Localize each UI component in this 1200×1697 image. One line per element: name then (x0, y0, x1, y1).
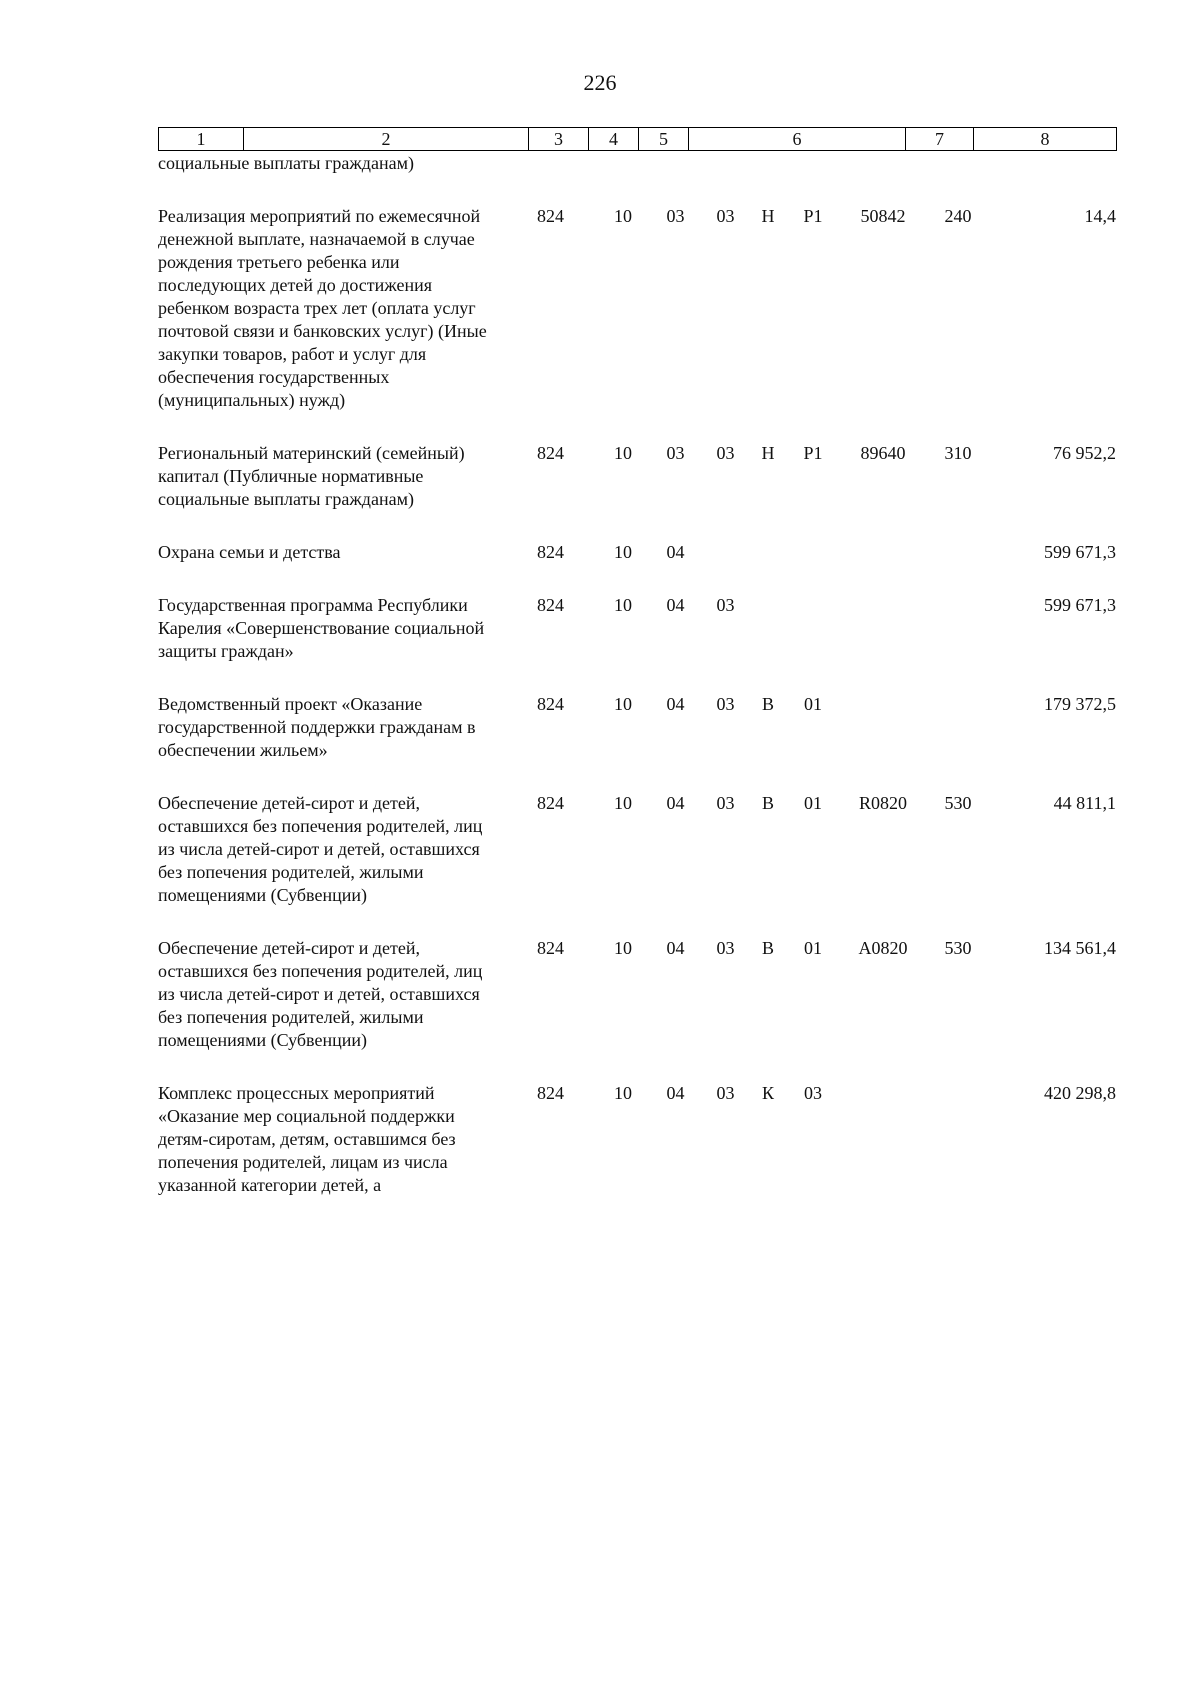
code-type: В (761, 793, 774, 813)
row-spacer (158, 511, 1116, 541)
item-name: Реализация мероприятий по ежемесячной денежной выплате, назначаемой в случае рождения третьего ребенка или последующих детей до достижения ребенком возраста трех лет (оплата услуг почтовой связи и банковских услуг) (Иные закупки товаров, работ и услуг для обеспечения государственных (муниципальных) нужд) (158, 206, 487, 410)
code-expense-type (928, 1082, 988, 1197)
code-subsection: 04 (666, 1083, 685, 1103)
code-subsection: 04 (666, 694, 685, 714)
column-number-3: 3 (529, 128, 589, 151)
amount: 44 811,1 (1053, 793, 1116, 813)
code-admin: 824 (537, 206, 564, 226)
row-spacer (158, 663, 1116, 693)
code-expense-type: 530 (944, 793, 972, 813)
table-row (158, 442, 1116, 511)
code-admin (503, 152, 598, 175)
item-name: Региональный материнский (семейный) капитал (Публичные нормативные социальные выплаты гражданам) (158, 443, 465, 509)
column-header-table (158, 127, 1117, 151)
column-number-7: 7 (906, 128, 974, 151)
code-expense-type (928, 594, 988, 663)
code-subprogram: 01 (804, 793, 822, 813)
code-section (598, 152, 648, 175)
row-spacer-cell (158, 762, 1116, 792)
code-program (703, 541, 748, 564)
row-spacer-cell (158, 663, 1116, 693)
code-expense-type: 240 (944, 206, 972, 226)
code-subprogram: 01 (804, 694, 822, 714)
code-section: 10 (614, 793, 632, 813)
code-subprogram: Р1 (803, 443, 823, 463)
budget-table (158, 152, 1116, 1197)
column-number-2: 2 (244, 128, 529, 151)
row-spacer (158, 907, 1116, 937)
amount (988, 152, 1116, 175)
code-section: 10 (614, 694, 632, 714)
row-spacer (158, 1052, 1116, 1082)
table-row (158, 541, 1116, 564)
code-program (703, 152, 748, 175)
table-row (158, 1082, 1116, 1197)
code-expense-type: 530 (944, 938, 972, 958)
code-program: 03 (716, 694, 735, 714)
code-direction: 89640 (860, 443, 906, 463)
code-direction (838, 693, 928, 762)
row-spacer-cell (158, 412, 1116, 442)
code-subprogram (788, 541, 838, 564)
code-direction: А0820 (858, 938, 908, 958)
code-subsection: 04 (666, 542, 685, 562)
table-row (158, 594, 1116, 663)
code-section: 10 (614, 1083, 632, 1103)
column-number-1: 1 (159, 128, 244, 151)
code-subsection: 04 (666, 938, 685, 958)
code-type: Н (761, 443, 775, 463)
table-row (158, 792, 1116, 907)
code-subsection: 04 (666, 793, 685, 813)
code-expense-type (928, 152, 988, 175)
column-number-5: 5 (639, 128, 689, 151)
code-section: 10 (614, 443, 632, 463)
table-row (158, 152, 1116, 175)
code-subprogram: 03 (804, 1083, 822, 1103)
row-spacer-cell (158, 907, 1116, 937)
code-program: 03 (716, 206, 735, 226)
code-subprogram (788, 594, 838, 663)
code-admin: 824 (537, 595, 564, 615)
amount: 76 952,2 (1053, 443, 1116, 463)
code-program: 03 (716, 443, 735, 463)
table-row (158, 937, 1116, 1052)
code-program: 03 (716, 793, 735, 813)
code-admin: 824 (537, 1083, 564, 1103)
item-name: Государственная программа Республики Карелия «Совершенствование социальной защиты граждан» (158, 595, 485, 661)
code-type: Н (761, 206, 775, 226)
code-type: К (761, 1083, 774, 1103)
code-expense-type: 310 (944, 443, 972, 463)
amount: 179 372,5 (1044, 694, 1116, 714)
code-subprogram: 01 (804, 938, 822, 958)
page-number: 226 (583, 70, 617, 95)
code-admin: 824 (537, 542, 564, 562)
code-section: 10 (614, 206, 632, 226)
row-spacer (158, 762, 1116, 792)
code-expense-type (928, 541, 988, 564)
code-section: 10 (614, 542, 632, 562)
item-name: Комплекс процессных мероприятий «Оказание мер социальной поддержки детям-сиротам, детям, оставшимся без попечения родителей, лицам из числа указанной категории детей, а (158, 1083, 456, 1195)
row-spacer-cell (158, 1052, 1116, 1082)
row-spacer-cell (158, 511, 1116, 541)
code-program: 03 (716, 1083, 735, 1103)
code-direction (838, 1082, 928, 1197)
code-type: В (761, 938, 774, 958)
row-spacer (158, 175, 1116, 205)
code-direction (838, 152, 928, 175)
code-section: 10 (614, 938, 632, 958)
table-row (158, 693, 1116, 762)
code-type (748, 541, 788, 564)
code-program: 03 (716, 595, 735, 615)
row-spacer-cell (158, 564, 1116, 594)
item-name: Обеспечение детей-сирот и детей, оставшихся без попечения родителей, лиц из числа детей-сирот и детей, оставшихся без попечения родителей, жилыми помещениями (Субвенции) (158, 793, 483, 905)
code-admin: 824 (537, 443, 564, 463)
code-admin: 824 (537, 694, 564, 714)
code-subsection: 04 (666, 595, 685, 615)
column-number-6: 6 (689, 128, 906, 151)
amount: 14,4 (1084, 206, 1116, 226)
code-type: В (761, 694, 774, 714)
code-subsection (648, 152, 703, 175)
code-subsection: 03 (666, 443, 685, 463)
row-spacer (158, 564, 1116, 594)
column-number-4: 4 (589, 128, 639, 151)
row-spacer (158, 412, 1116, 442)
code-direction: 50842 (860, 206, 906, 226)
amount: 599 671,3 (1044, 595, 1116, 615)
column-header-row (159, 128, 1117, 151)
code-type (748, 152, 788, 175)
code-expense-type (928, 693, 988, 762)
amount: 134 561,4 (1044, 938, 1116, 958)
code-subsection: 03 (666, 206, 685, 226)
code-direction (838, 594, 928, 663)
amount: 599 671,3 (1044, 542, 1116, 562)
table-body (158, 152, 1116, 1197)
column-number-8: 8 (974, 128, 1117, 151)
amount: 420 298,8 (1044, 1083, 1116, 1103)
code-subprogram (788, 152, 838, 175)
code-program: 03 (716, 938, 735, 958)
code-section: 10 (614, 595, 632, 615)
item-name: Ведомственный проект «Оказание государственной поддержки гражданам в обеспечении жильем» (158, 694, 476, 760)
code-admin: 824 (537, 793, 564, 813)
item-name: социальные выплаты гражданам) (158, 153, 414, 173)
code-type (748, 594, 788, 663)
code-direction: R0820 (858, 793, 907, 813)
item-name: Охрана семьи и детства (158, 542, 341, 562)
code-direction (838, 541, 928, 564)
row-spacer-cell (158, 175, 1116, 205)
code-subprogram: Р1 (803, 206, 823, 226)
code-admin: 824 (537, 938, 564, 958)
item-name: Обеспечение детей-сирот и детей, оставшихся без попечения родителей, лиц из числа детей-сирот и детей, оставшихся без попечения родителей, жилыми помещениями (Субвенции) (158, 938, 483, 1050)
table-row (158, 205, 1116, 412)
